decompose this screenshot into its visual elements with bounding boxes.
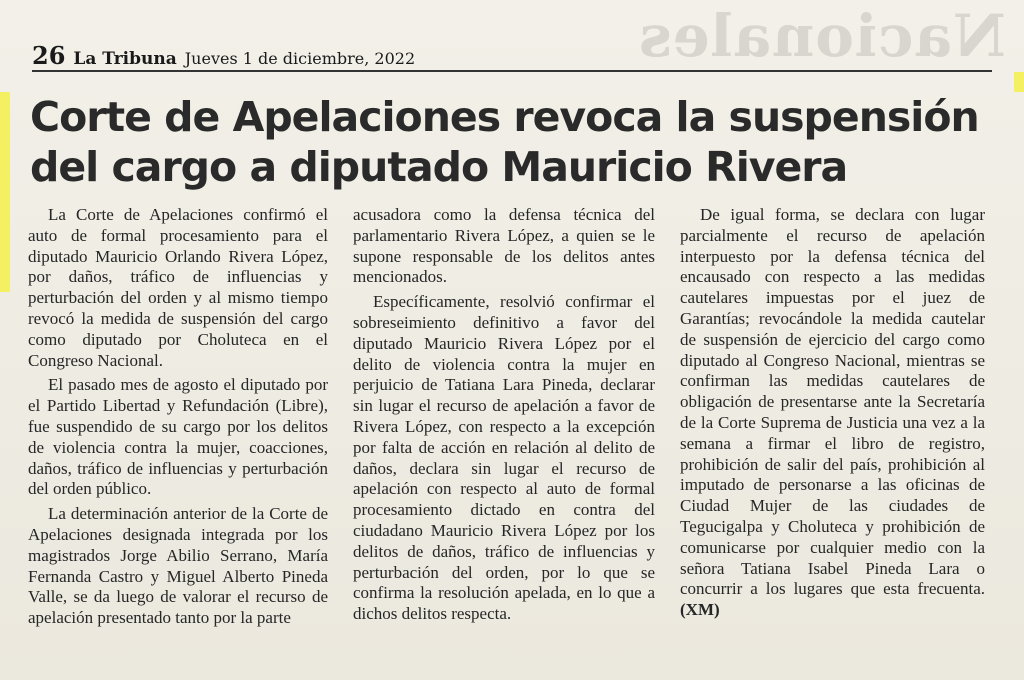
column-1 — [28, 205, 328, 633]
paragraph-text: De igual forma, se declara con lugar parcialmente el recurso de apelación interpuesto por la defensa técnica del encausado con respecto a las medidas cautelares impuestas por el juez de Garantías; revocándole la medida cautelar de suspensión de ejercicio del cargo como diputado al Congreso Nacional, mientras se confirman las medidas cautelares de obligación de presentarse ante la Secretaría de la Corte Suprema de Justicia una vez a la semana a firmar el libro de registro, prohibición de salir del país, prohibición al imputado de personarse a las oficinas de Ciudad Mujer de las ciudades de Tegucigalpa y Choluteca y prohibición de comunicarse por cualquier medio con la señora Tatiana Isabel Pineda Lara o concurrir a los lugares que esta frecuenta. — [680, 205, 985, 599]
column-2 — [353, 205, 655, 629]
paragraph: El pasado mes de agosto el diputado por el Partido Libertad y Refundación (Libre), fue suspendido de su cargo por los delitos de violencia contra la mujer, coacciones, daños, tráfico de influencias y perturbación del orden público. — [28, 375, 328, 499]
newspaper-name: La Tribuna — [73, 49, 177, 69]
paragraph: La determinación anterior de la Corte de Apelaciones designada integrada por los magistrados Jorge Abilio Serrano, María Fernanda Castro y Miguel Alberto Pineda Valle, se da luego de valorar el recurso de apelación presentado tanto por la parte — [28, 504, 328, 628]
issue-date: Jueves 1 de diciembre, 2022 — [184, 49, 416, 68]
headline-line-2: del cargo a diputado Mauricio Rivera — [30, 143, 848, 191]
headline-line-1: Corte de Apelaciones revoca la suspensión — [30, 93, 979, 141]
author-signature: (XM) — [680, 600, 720, 620]
page-folio — [32, 41, 415, 70]
paragraph: Específicamente, resolvió confirmar el sobreseimiento definitivo a favor del diputado Mauricio Rivera López por el delito de violencia contra la mujer en perjuicio de Tatiana Lara Pineda, declarar sin lugar el recurso de apelación a favor de Rivera López, con respecto a la excepción por falta de acción en relación al delito de daños, declara sin lugar el recurso de apelación con respecto al auto de formal procesamiento dictado en contra del ciudadano Mauricio Rivera López por los delitos de daños, tráfico de influencias y perturbación del orden, por lo que se confirma la resolución apelada, en lo que a dichos delitos respecta. — [353, 292, 655, 624]
paragraph: acusadora como la defensa técnica del parlamentario Rivera López, a quien se le supone responsable de los delitos antes mencionados. — [353, 205, 655, 287]
header-rule — [32, 70, 992, 72]
section-header-showthrough: Nacionales — [638, 2, 1006, 70]
highlighter-mark-left — [0, 92, 10, 292]
article-headline — [30, 92, 990, 192]
article-body — [28, 205, 988, 628]
column-3 — [680, 205, 985, 625]
paragraph — [680, 205, 985, 621]
paragraph: La Corte de Apelaciones confirmó el auto de formal procesamiento para el diputado Mauricio Orlando Rivera López, por daños, tráfico de influencias y perturbación del orden y al mismo tiempo revocó la medida de suspensión del cargo como diputado por Choluteca en el Congreso Nacional. — [28, 205, 328, 370]
page-number: 26 — [32, 41, 66, 70]
highlighter-mark-right — [1014, 72, 1024, 92]
